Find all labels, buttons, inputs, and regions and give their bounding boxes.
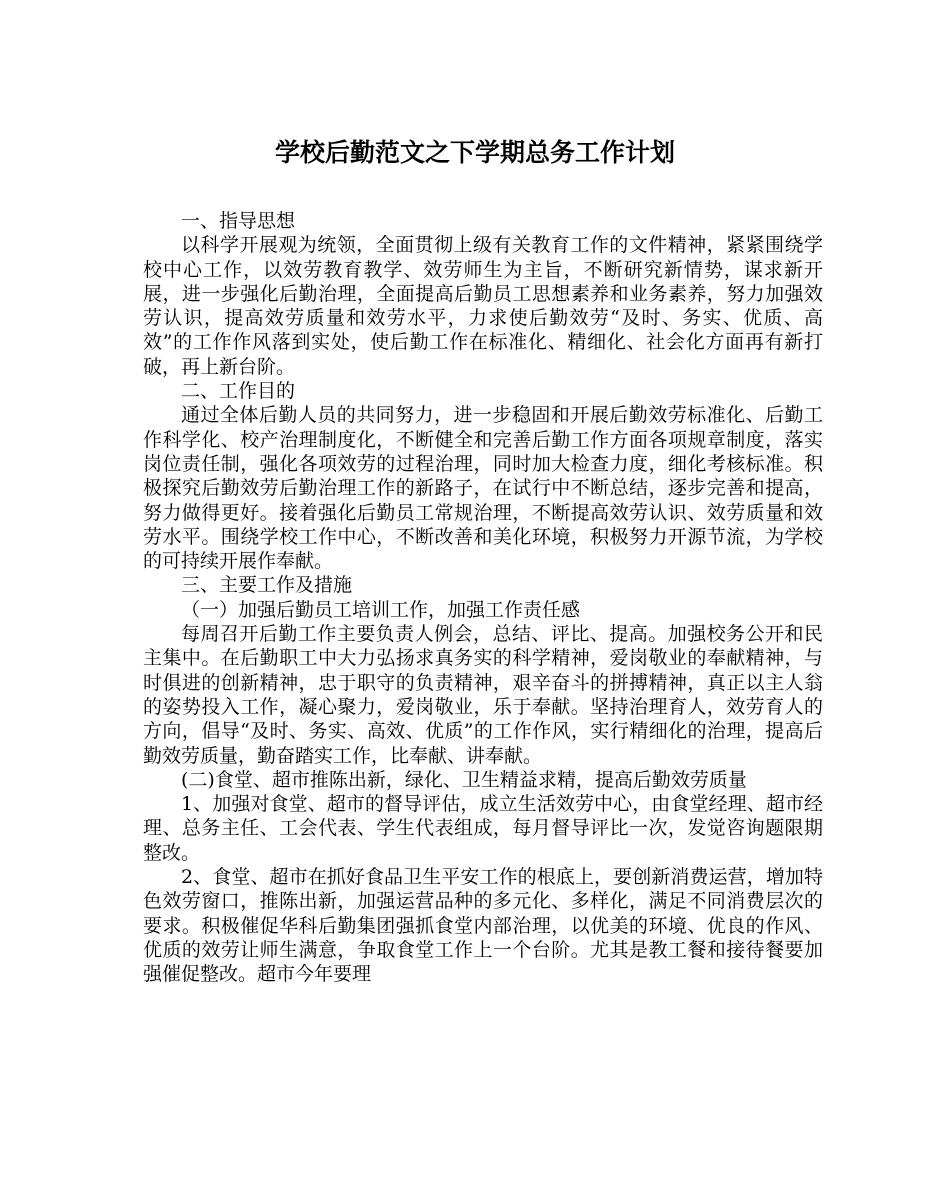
document-title: 学校后勤范文之下学期总务工作计划 [274,138,675,167]
subheading-staff-training: （一）加强后勤员工培训工作，加强工作责任感 [181,598,581,621]
subheading-canteen-supermarket: (二)食堂、超市推陈出新，绿化、卫生精益求精，提高后勤效劳质量 [181,768,747,791]
paragraph-guiding-ideology: 以科学开展观为统领，全面贯彻上级有关教育工作的文件精神，紧紧围绕学校中心工作，以效劳教育教学、效劳师生为主旨，不断研究新情势，谋求新开展，进一步强化后勤治理，全面提高后勤员工思想素养和业务素养，努力加强效劳认识，提高效劳质量和效劳水平，力求使后勤效劳“及时、务实、优质、高效”的工作作风落到实处，使后勤工作在标准化、精细化、社会化方面再有新打破，再上新台阶。 [143,234,823,378]
section-heading-main-work: 三、主要工作及措施 [181,574,353,597]
document-body [143,209,823,987]
paragraph-staff-training: 每周召开后勤工作主要负责人例会，总结、评比、提高。加强校务公开和民主集中。在后勤职工中大力弘扬求真务实的科学精神，爱岗敬业的奉献精神，与时俱进的创新精神，忠于职守的负责精神，艰辛奋斗的拼搏精神，真正以主人翁的姿势投入工作，凝心聚力，爱岗敬业，乐于奉献。坚持治理育人，效劳育人的方向，倡导“及时、务实、高效、优质”的工作作风，实行精细化的治理，提高后勤效劳质量，勤奋踏实工作，比奉献、讲奉献。 [143,623,823,767]
section-heading-work-goals: 二、工作目的 [181,380,296,403]
paragraph-work-goals: 通过全体后勤人员的共同努力，进一步稳固和开展后勤效劳标准化、后勤工作科学化、校产治理制度化，不断健全和完善后勤工作方面各项规章制度，落实岗位责任制，强化各项效劳的过程治理，同时加大检查力度，细化考核标准。积极探究后勤效劳后勤治理工作的新路子，在试行中不断总结，逐步完善和提高，努力做得更好。接着强化后勤员工常规治理，不断提高效劳认识、效劳质量和效劳水平。围绕学校工作中心，不断改善和美化环境，积极努力开源节流，为学校的可持续开展作奉献。 [143,404,823,573]
list-item-1: 1、加强对食堂、超市的督导评估，成立生活效劳中心，由食堂经理、超市经理、总务主任、工会代表、学生代表组成，每月督导评比一次，发觉咨询题限期整改。 [143,793,823,864]
section-heading-guiding-ideology: 一、指导思想 [181,210,296,232]
list-item-2: 2、食堂、超市在抓好食品卫生平安工作的根底上，要创新消费运营，增加特色效劳窗口，推陈出新，加强运营品种的多元化、多样化，满足不同消费层次的要求。积极催促华科后勤集团强抓食堂内部治理，以优美的环境、优良的作风、优质的效劳让师生满意，争取食堂工作上一个台阶。尤其是教工餐和接待餐要加强催促整改。超市今年要理 [143,866,823,986]
